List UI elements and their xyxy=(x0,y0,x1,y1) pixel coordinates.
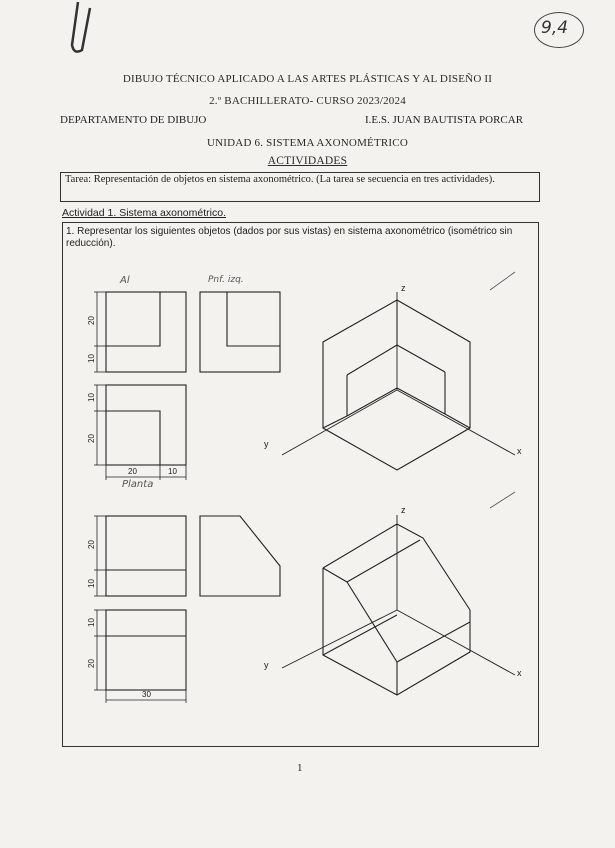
dim-obj1-10-v: 10 xyxy=(87,354,96,363)
document-title: DIBUJO TÉCNICO APLICADO A LAS ARTES PLÁSTICAS Y AL DISEÑO II xyxy=(122,73,493,85)
course-line: 2.º BACHILLERATO- CURSO 2023/2024 xyxy=(209,95,406,107)
axis-x-2: x xyxy=(517,668,522,678)
department-name: DEPARTAMENTO DE DIBUJO xyxy=(60,114,207,126)
dim-obj1-20-h: 20 xyxy=(128,467,137,476)
dim-obj1-plan-10-v: 10 xyxy=(87,393,96,402)
object1-side-view xyxy=(200,292,280,372)
object2-front-view xyxy=(106,516,186,596)
task-text: Tarea: Representación de objetos en sistema axonométrico. (La tarea se secuencia en tres actividades). xyxy=(65,174,495,185)
object2-plan-view xyxy=(106,610,186,690)
section-title: ACTIVIDADES xyxy=(267,155,348,167)
dim-obj2-20-v: 20 xyxy=(87,540,96,549)
dim-obj1-plan-20-v: 20 xyxy=(87,434,96,443)
school-name: I.E.S. JUAN BAUTISTA PORCAR xyxy=(365,114,524,126)
page-number: 1 xyxy=(297,762,303,774)
object1-plan-view xyxy=(106,385,186,465)
axis-z-2: z xyxy=(401,505,406,515)
activity-instruction: 1. Representar los siguientes objetos (dados por sus vistas) en sistema axonométrico (isométrico sin reducción). xyxy=(66,226,513,249)
activity-title: Actividad 1. Sistema axonométrico. xyxy=(62,207,226,219)
dim-obj2-plan-10-v: 10 xyxy=(87,618,96,627)
label-perfil: Pnf. izq. xyxy=(208,275,244,285)
axis-y-2: y xyxy=(264,660,269,670)
dim-obj2-10-v: 10 xyxy=(87,579,96,588)
label-planta: Planta xyxy=(122,479,154,490)
label-alzado: Al xyxy=(120,275,130,286)
iso-frame-2 xyxy=(282,515,515,695)
dim-obj2-plan-20-v: 20 xyxy=(87,659,96,668)
dim-obj1-10-h: 10 xyxy=(168,467,177,476)
object2-side-view xyxy=(200,516,280,596)
dim-obj1-20-v: 20 xyxy=(87,316,96,325)
axis-x-1: x xyxy=(517,446,522,456)
object1-front-view xyxy=(106,292,186,372)
dim-obj2-30-h: 30 xyxy=(142,690,151,699)
unit-title: UNIDAD 6. SISTEMA AXONOMÉTRICO xyxy=(207,137,408,149)
axis-y-1: y xyxy=(264,439,269,449)
axis-z-1: z xyxy=(401,283,406,293)
grade-text: 9,4 xyxy=(541,18,569,38)
iso-frame-1 xyxy=(282,292,515,470)
